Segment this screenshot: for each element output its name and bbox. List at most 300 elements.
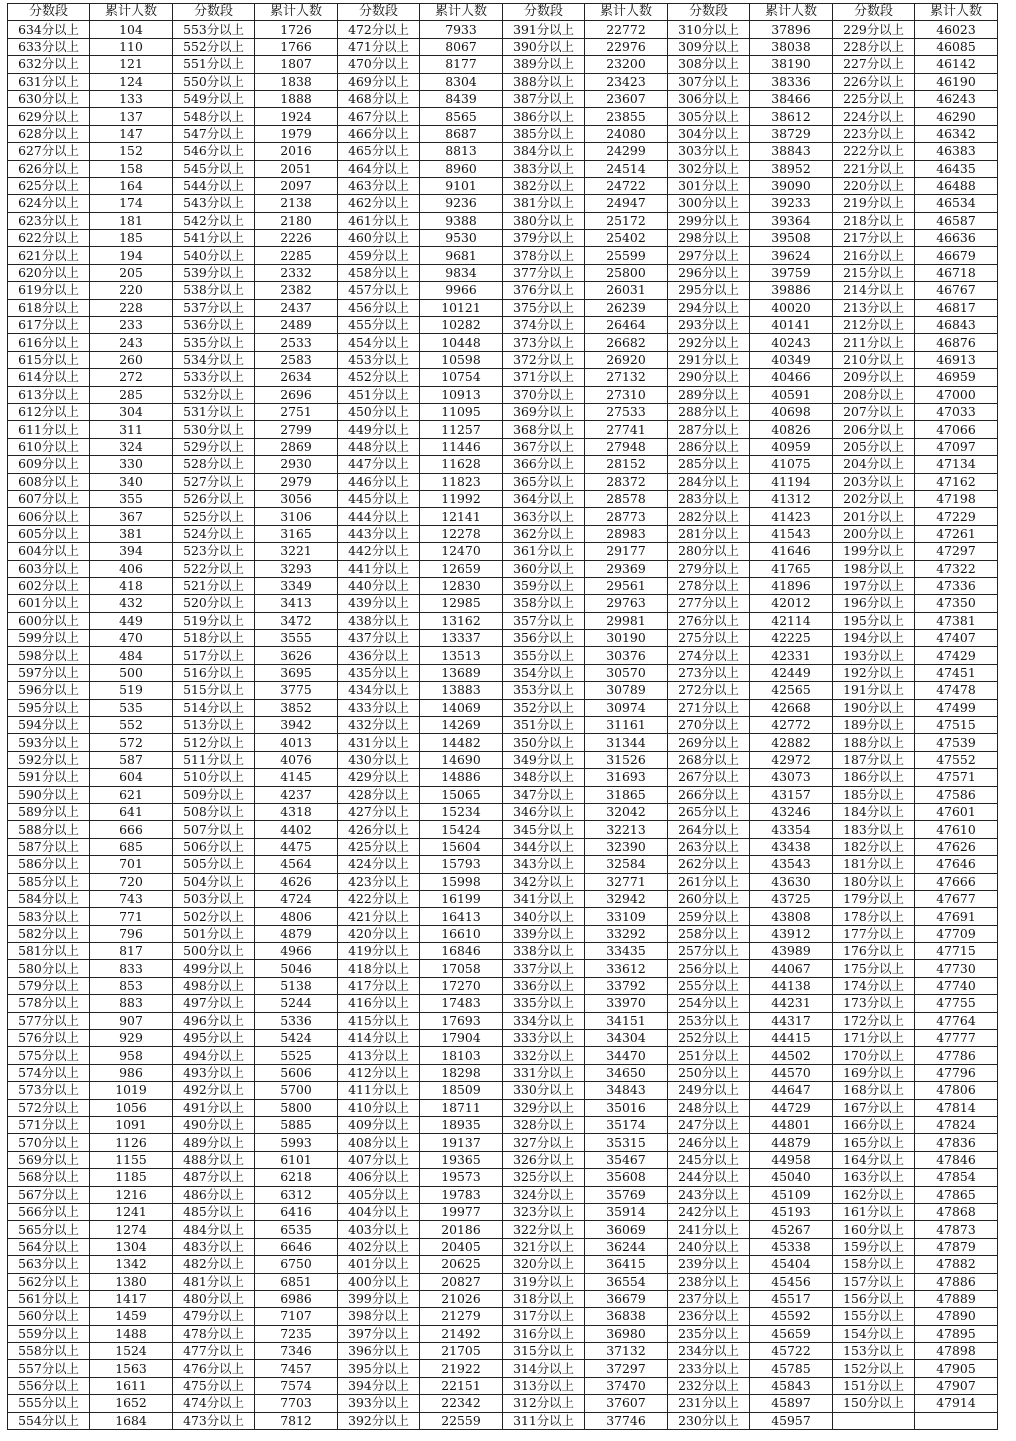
score-range-cell: 452分以上 xyxy=(338,369,420,386)
cumulative-count-cell: 194 xyxy=(90,247,173,264)
score-range-cell: 152分以上 xyxy=(833,1360,915,1377)
score-range-cell: 380分以上 xyxy=(503,212,585,229)
cumulative-count-cell: 8067 xyxy=(420,38,503,55)
cumulative-count-cell: 743 xyxy=(90,890,173,907)
cumulative-count-cell: 14690 xyxy=(420,751,503,768)
header-row xyxy=(8,4,998,21)
score-range-cell: 623分以上 xyxy=(8,212,90,229)
cumulative-count-cell: 2180 xyxy=(255,212,338,229)
cumulative-count-cell: 46959 xyxy=(915,369,998,386)
cumulative-count-cell: 47571 xyxy=(915,769,998,786)
score-range-cell: 466分以上 xyxy=(338,125,420,142)
score-range-cell: 244分以上 xyxy=(668,1169,750,1186)
score-range-cell: 371分以上 xyxy=(503,369,585,386)
score-range-cell: 283分以上 xyxy=(668,490,750,507)
cumulative-count-cell: 21279 xyxy=(420,1308,503,1325)
table-row xyxy=(8,299,998,316)
cumulative-count-cell: 46718 xyxy=(915,264,998,281)
score-range-cell: 204分以上 xyxy=(833,456,915,473)
table-row xyxy=(8,995,998,1012)
score-range-cell: 420分以上 xyxy=(338,925,420,942)
cumulative-count-cell: 1524 xyxy=(90,1343,173,1360)
score-range-cell: 256分以上 xyxy=(668,960,750,977)
score-range-cell: 270分以上 xyxy=(668,717,750,734)
score-range-cell: 217分以上 xyxy=(833,230,915,247)
cumulative-count-cell: 33109 xyxy=(585,908,668,925)
cumulative-count-cell: 1216 xyxy=(90,1186,173,1203)
score-range-cell: 389分以上 xyxy=(503,56,585,73)
score-range-cell: 596分以上 xyxy=(8,682,90,699)
cumulative-count-cell: 36980 xyxy=(585,1325,668,1342)
score-range-cell: 473分以上 xyxy=(173,1412,255,1429)
score-range-cell: 211分以上 xyxy=(833,334,915,351)
score-range-cell: 544分以上 xyxy=(173,177,255,194)
cumulative-count-cell: 110 xyxy=(90,38,173,55)
score-range-cell: 540分以上 xyxy=(173,247,255,264)
cumulative-count-cell: 39090 xyxy=(750,177,833,194)
cumulative-count-cell: 7812 xyxy=(255,1412,338,1429)
score-range-cell: 484分以上 xyxy=(173,1221,255,1238)
score-range-cell: 341分以上 xyxy=(503,890,585,907)
cumulative-count-cell: 15604 xyxy=(420,838,503,855)
score-range-cell: 612分以上 xyxy=(8,403,90,420)
cumulative-count-cell: 1488 xyxy=(90,1325,173,1342)
score-range-cell: 625分以上 xyxy=(8,177,90,194)
score-range-cell: 383分以上 xyxy=(503,160,585,177)
score-range-cell: 442分以上 xyxy=(338,543,420,560)
score-range-cell: 205分以上 xyxy=(833,438,915,455)
score-range-cell: 580分以上 xyxy=(8,960,90,977)
cumulative-count-cell: 46679 xyxy=(915,247,998,264)
cumulative-count-cell: 12830 xyxy=(420,577,503,594)
cumulative-count-cell: 367 xyxy=(90,508,173,525)
cumulative-count-cell: 260 xyxy=(90,351,173,368)
score-range-cell: 618分以上 xyxy=(8,299,90,316)
score-range-cell: 202分以上 xyxy=(833,490,915,507)
score-range-cell: 470分以上 xyxy=(338,56,420,73)
score-range-cell: 387分以上 xyxy=(503,90,585,107)
score-range-cell: 462分以上 xyxy=(338,195,420,212)
score-range-cell: 406分以上 xyxy=(338,1169,420,1186)
cumulative-count-cell: 31693 xyxy=(585,769,668,786)
cumulative-count-cell: 3472 xyxy=(255,612,338,629)
cumulative-count-cell: 16610 xyxy=(420,925,503,942)
cumulative-count-cell: 44801 xyxy=(750,1117,833,1134)
cumulative-count-cell: 36069 xyxy=(585,1221,668,1238)
cumulative-count-cell: 15998 xyxy=(420,873,503,890)
score-range-cell: 276分以上 xyxy=(668,612,750,629)
score-range-cell: 408分以上 xyxy=(338,1134,420,1151)
cumulative-count-cell: 3555 xyxy=(255,630,338,647)
cumulative-count-cell: 45592 xyxy=(750,1308,833,1325)
cumulative-count-cell: 4076 xyxy=(255,751,338,768)
cumulative-count-cell: 18935 xyxy=(420,1117,503,1134)
score-range-cell: 243分以上 xyxy=(668,1186,750,1203)
cumulative-count-cell: 432 xyxy=(90,595,173,612)
score-range-cell: 482分以上 xyxy=(173,1256,255,1273)
score-range-cell: 373分以上 xyxy=(503,334,585,351)
table-row xyxy=(8,143,998,160)
score-range-cell: 488分以上 xyxy=(173,1151,255,1168)
cumulative-count-cell: 2489 xyxy=(255,317,338,334)
table-row xyxy=(8,717,998,734)
cumulative-count-cell: 2930 xyxy=(255,456,338,473)
cumulative-count-cell: 19977 xyxy=(420,1203,503,1220)
cumulative-count-cell: 1611 xyxy=(90,1377,173,1394)
score-range-cell: 251分以上 xyxy=(668,1047,750,1064)
score-range-cell: 441分以上 xyxy=(338,560,420,577)
cumulative-count-cell: 34151 xyxy=(585,1012,668,1029)
score-range-cell: 588分以上 xyxy=(8,821,90,838)
cumulative-count-cell: 45659 xyxy=(750,1325,833,1342)
cumulative-count-cell: 42882 xyxy=(750,734,833,751)
header-cumulative-count: 累计人数 xyxy=(750,4,833,21)
header-cumulative-count: 累计人数 xyxy=(420,4,503,21)
cumulative-count-cell: 272 xyxy=(90,369,173,386)
cumulative-count-cell: 6312 xyxy=(255,1186,338,1203)
score-range-cell: 175分以上 xyxy=(833,960,915,977)
cumulative-count-cell: 45897 xyxy=(750,1395,833,1412)
score-range-cell: 315分以上 xyxy=(503,1343,585,1360)
score-range-cell: 614分以上 xyxy=(8,369,90,386)
score-range-cell: 445分以上 xyxy=(338,490,420,507)
score-range-cell: 481分以上 xyxy=(173,1273,255,1290)
cumulative-count-cell: 47764 xyxy=(915,1012,998,1029)
cumulative-count-cell: 16199 xyxy=(420,890,503,907)
table-row xyxy=(8,856,998,873)
score-range-cell: 255分以上 xyxy=(668,977,750,994)
cumulative-count-cell: 43630 xyxy=(750,873,833,890)
cumulative-count-cell: 12659 xyxy=(420,560,503,577)
score-range-cell: 628分以上 xyxy=(8,125,90,142)
cumulative-count-cell: 4966 xyxy=(255,943,338,960)
cumulative-count-cell: 174 xyxy=(90,195,173,212)
score-range-cell: 307分以上 xyxy=(668,73,750,90)
score-range-cell: 401分以上 xyxy=(338,1256,420,1273)
score-range-cell: 393分以上 xyxy=(338,1395,420,1412)
score-range-cell: 587分以上 xyxy=(8,838,90,855)
score-range-cell: 352分以上 xyxy=(503,699,585,716)
table-row xyxy=(8,317,998,334)
cumulative-count-cell: 21492 xyxy=(420,1325,503,1342)
cumulative-count-cell: 958 xyxy=(90,1047,173,1064)
cumulative-count-cell: 38336 xyxy=(750,73,833,90)
cumulative-count-cell: 47895 xyxy=(915,1325,998,1342)
score-range-cell: 409分以上 xyxy=(338,1117,420,1134)
cumulative-count-cell: 44415 xyxy=(750,1030,833,1047)
score-range-cell: 449分以上 xyxy=(338,421,420,438)
table-row xyxy=(8,1151,998,1168)
cumulative-count-cell: 41896 xyxy=(750,577,833,594)
score-range-cell: 298分以上 xyxy=(668,230,750,247)
table-row xyxy=(8,786,998,803)
score-range-cell: 515分以上 xyxy=(173,682,255,699)
score-range-cell: 151分以上 xyxy=(833,1377,915,1394)
cumulative-count-cell: 47846 xyxy=(915,1151,998,1168)
cumulative-count-cell: 32390 xyxy=(585,838,668,855)
score-range-cell: 166分以上 xyxy=(833,1117,915,1134)
score-range-cell: 626分以上 xyxy=(8,160,90,177)
cumulative-count-cell: 28152 xyxy=(585,456,668,473)
score-range-cell: 493分以上 xyxy=(173,1064,255,1081)
score-range-cell: 518分以上 xyxy=(173,630,255,647)
cumulative-count-cell: 22559 xyxy=(420,1412,503,1429)
cumulative-count-cell: 26920 xyxy=(585,351,668,368)
cumulative-count-cell: 47777 xyxy=(915,1030,998,1047)
cumulative-count-cell: 7235 xyxy=(255,1325,338,1342)
score-range-cell: 379分以上 xyxy=(503,230,585,247)
cumulative-count-cell: 2097 xyxy=(255,177,338,194)
score-range-cell: 421分以上 xyxy=(338,908,420,925)
cumulative-count-cell: 9101 xyxy=(420,177,503,194)
score-range-cell: 552分以上 xyxy=(173,38,255,55)
cumulative-count-cell: 25172 xyxy=(585,212,668,229)
cumulative-count-cell: 1684 xyxy=(90,1412,173,1429)
cumulative-count-cell: 641 xyxy=(90,803,173,820)
cumulative-count-cell: 243 xyxy=(90,334,173,351)
cumulative-count-cell: 4013 xyxy=(255,734,338,751)
score-range-cell: 598分以上 xyxy=(8,647,90,664)
score-range-cell: 337分以上 xyxy=(503,960,585,977)
score-range-cell: 404分以上 xyxy=(338,1203,420,1220)
score-range-cell: 287分以上 xyxy=(668,421,750,438)
score-range-cell: 233分以上 xyxy=(668,1360,750,1377)
table-row xyxy=(8,699,998,716)
cumulative-count-cell: 5885 xyxy=(255,1117,338,1134)
score-range-cell: 521分以上 xyxy=(173,577,255,594)
cumulative-count-cell: 29763 xyxy=(585,595,668,612)
score-range-cell: 354分以上 xyxy=(503,664,585,681)
score-range-cell: 253分以上 xyxy=(668,1012,750,1029)
score-range-cell: 425分以上 xyxy=(338,838,420,855)
header-score-range: 分数段 xyxy=(668,4,750,21)
score-range-cell: 510分以上 xyxy=(173,769,255,786)
score-range-cell: 300分以上 xyxy=(668,195,750,212)
score-range-cell: 218分以上 xyxy=(833,212,915,229)
cumulative-count-cell: 124 xyxy=(90,73,173,90)
cumulative-count-cell: 406 xyxy=(90,560,173,577)
cumulative-count-cell: 44570 xyxy=(750,1064,833,1081)
cumulative-count-cell: 3293 xyxy=(255,560,338,577)
score-range-cell: 403分以上 xyxy=(338,1221,420,1238)
table-row xyxy=(8,21,998,38)
score-range-cell: 196分以上 xyxy=(833,595,915,612)
score-range-cell: 385分以上 xyxy=(503,125,585,142)
cumulative-count-cell: 47000 xyxy=(915,386,998,403)
cumulative-count-cell: 500 xyxy=(90,664,173,681)
cumulative-count-cell: 4145 xyxy=(255,769,338,786)
cumulative-count-cell: 47515 xyxy=(915,717,998,734)
score-range-cell: 438分以上 xyxy=(338,612,420,629)
cumulative-count-cell: 1155 xyxy=(90,1151,173,1168)
score-range-cell: 346分以上 xyxy=(503,803,585,820)
cumulative-count-cell: 42114 xyxy=(750,612,833,629)
score-range-cell: 367分以上 xyxy=(503,438,585,455)
score-range-cell: 289分以上 xyxy=(668,386,750,403)
cumulative-count-cell: 45517 xyxy=(750,1290,833,1307)
score-range-cell: 411分以上 xyxy=(338,1082,420,1099)
table-row xyxy=(8,1169,998,1186)
score-range-cell: 554分以上 xyxy=(8,1412,90,1429)
table-row xyxy=(8,664,998,681)
cumulative-count-cell: 42012 xyxy=(750,595,833,612)
score-range-cell: 446分以上 xyxy=(338,473,420,490)
score-range-cell: 186分以上 xyxy=(833,769,915,786)
cumulative-count-cell: 27310 xyxy=(585,386,668,403)
score-range-cell: 223分以上 xyxy=(833,125,915,142)
score-range-cell: 190分以上 xyxy=(833,699,915,716)
score-range-cell: 374分以上 xyxy=(503,317,585,334)
score-range-cell: 450分以上 xyxy=(338,403,420,420)
cumulative-count-cell: 45957 xyxy=(750,1412,833,1429)
score-range-cell: 172分以上 xyxy=(833,1012,915,1029)
cumulative-count-cell: 46534 xyxy=(915,195,998,212)
score-range-cell: 400分以上 xyxy=(338,1273,420,1290)
cumulative-count-cell: 45404 xyxy=(750,1256,833,1273)
table-row xyxy=(8,595,998,612)
score-range-cell: 266分以上 xyxy=(668,786,750,803)
cumulative-count-cell: 10598 xyxy=(420,351,503,368)
score-range-cell: 247分以上 xyxy=(668,1117,750,1134)
score-range-cell: 364分以上 xyxy=(503,490,585,507)
score-range-cell: 461分以上 xyxy=(338,212,420,229)
cumulative-count-cell: 9834 xyxy=(420,264,503,281)
score-range-cell: 312分以上 xyxy=(503,1395,585,1412)
table-row xyxy=(8,838,998,855)
score-range-cell: 157分以上 xyxy=(833,1273,915,1290)
score-range-cell: 522分以上 xyxy=(173,560,255,577)
score-range-cell: 182分以上 xyxy=(833,838,915,855)
score-range-cell: 527分以上 xyxy=(173,473,255,490)
cumulative-count-cell: 27132 xyxy=(585,369,668,386)
cumulative-count-cell: 17904 xyxy=(420,1030,503,1047)
score-range-cell: 153分以上 xyxy=(833,1343,915,1360)
score-range-cell: 208分以上 xyxy=(833,386,915,403)
score-range-cell: 528分以上 xyxy=(173,456,255,473)
cumulative-count-cell: 33792 xyxy=(585,977,668,994)
cumulative-count-cell: 31865 xyxy=(585,786,668,803)
cumulative-count-cell: 22151 xyxy=(420,1377,503,1394)
score-range-cell: 264分以上 xyxy=(668,821,750,838)
cumulative-count-cell: 40141 xyxy=(750,317,833,334)
cumulative-count-cell: 6646 xyxy=(255,1238,338,1255)
score-range-cell: 195分以上 xyxy=(833,612,915,629)
cumulative-count-cell: 1979 xyxy=(255,125,338,142)
cumulative-count-cell: 29981 xyxy=(585,612,668,629)
score-range-cell: 524分以上 xyxy=(173,525,255,542)
cumulative-count-cell: 37132 xyxy=(585,1343,668,1360)
score-range-cell: 362分以上 xyxy=(503,525,585,542)
cumulative-count-cell: 152 xyxy=(90,143,173,160)
score-range-cell: 589分以上 xyxy=(8,803,90,820)
score-range-cell: 606分以上 xyxy=(8,508,90,525)
score-range-cell: 369分以上 xyxy=(503,403,585,420)
cumulative-count-cell: 4318 xyxy=(255,803,338,820)
score-range-cell: 517分以上 xyxy=(173,647,255,664)
cumulative-count-cell: 37470 xyxy=(585,1377,668,1394)
score-range-cell: 545分以上 xyxy=(173,160,255,177)
score-range-cell: 321分以上 xyxy=(503,1238,585,1255)
cumulative-count-cell: 40466 xyxy=(750,369,833,386)
cumulative-count-cell: 3106 xyxy=(255,508,338,525)
score-range-cell: 563分以上 xyxy=(8,1256,90,1273)
cumulative-count-cell: 19365 xyxy=(420,1151,503,1168)
table-row xyxy=(8,177,998,194)
score-range-cell: 590分以上 xyxy=(8,786,90,803)
cumulative-count-cell: 40591 xyxy=(750,386,833,403)
score-range-cell: 340分以上 xyxy=(503,908,585,925)
cumulative-count-cell: 38729 xyxy=(750,125,833,142)
score-range-cell: 203分以上 xyxy=(833,473,915,490)
cumulative-count-cell: 27533 xyxy=(585,403,668,420)
table-row xyxy=(8,630,998,647)
cumulative-count-cell: 35769 xyxy=(585,1186,668,1203)
score-range-cell: 477分以上 xyxy=(173,1343,255,1360)
cumulative-count-cell: 11095 xyxy=(420,403,503,420)
table-row xyxy=(8,525,998,542)
table-row xyxy=(8,212,998,229)
score-range-cell: 339分以上 xyxy=(503,925,585,942)
score-range-cell: 539分以上 xyxy=(173,264,255,281)
cumulative-count-cell: 3695 xyxy=(255,664,338,681)
score-range-cell: 250分以上 xyxy=(668,1064,750,1081)
cumulative-count-cell: 121 xyxy=(90,56,173,73)
cumulative-count-cell: 883 xyxy=(90,995,173,1012)
score-range-cell: 345分以上 xyxy=(503,821,585,838)
score-range-cell: 344分以上 xyxy=(503,838,585,855)
score-range-cell: 491分以上 xyxy=(173,1099,255,1116)
cumulative-count-cell: 25800 xyxy=(585,264,668,281)
score-range-cell: 200分以上 xyxy=(833,525,915,542)
cumulative-count-cell: 10913 xyxy=(420,386,503,403)
score-range-cell: 603分以上 xyxy=(8,560,90,577)
cumulative-count-cell: 41646 xyxy=(750,543,833,560)
cumulative-count-cell: 621 xyxy=(90,786,173,803)
score-range-cell: 399分以上 xyxy=(338,1290,420,1307)
cumulative-count-cell: 11823 xyxy=(420,473,503,490)
score-range-cell: 227分以上 xyxy=(833,56,915,73)
score-range-cell: 585分以上 xyxy=(8,873,90,890)
score-range-cell: 164分以上 xyxy=(833,1151,915,1168)
cumulative-count-cell: 16413 xyxy=(420,908,503,925)
score-range-cell: 229分以上 xyxy=(833,21,915,38)
table-row xyxy=(8,264,998,281)
cumulative-count-cell: 2051 xyxy=(255,160,338,177)
score-range-cell: 192分以上 xyxy=(833,664,915,681)
table-row xyxy=(8,421,998,438)
score-range-cell: 549分以上 xyxy=(173,90,255,107)
table-row xyxy=(8,1221,998,1238)
score-range-cell: 358分以上 xyxy=(503,595,585,612)
cumulative-count-cell: 10121 xyxy=(420,299,503,316)
cumulative-count-cell: 43157 xyxy=(750,786,833,803)
cumulative-count-cell: 47873 xyxy=(915,1221,998,1238)
score-range-cell: 469分以上 xyxy=(338,73,420,90)
cumulative-count-cell: 8304 xyxy=(420,73,503,90)
score-range-cell: 423分以上 xyxy=(338,873,420,890)
score-range-cell: 290分以上 xyxy=(668,369,750,386)
score-range-cell: 492分以上 xyxy=(173,1082,255,1099)
score-range-cell: 595分以上 xyxy=(8,699,90,716)
score-range-cell: 520分以上 xyxy=(173,595,255,612)
cumulative-count-cell: 7346 xyxy=(255,1343,338,1360)
table-row xyxy=(8,334,998,351)
table-row xyxy=(8,734,998,751)
score-range-cell: 258分以上 xyxy=(668,925,750,942)
cumulative-count-cell: 9388 xyxy=(420,212,503,229)
score-range-cell: 630分以上 xyxy=(8,90,90,107)
score-range-cell: 422分以上 xyxy=(338,890,420,907)
